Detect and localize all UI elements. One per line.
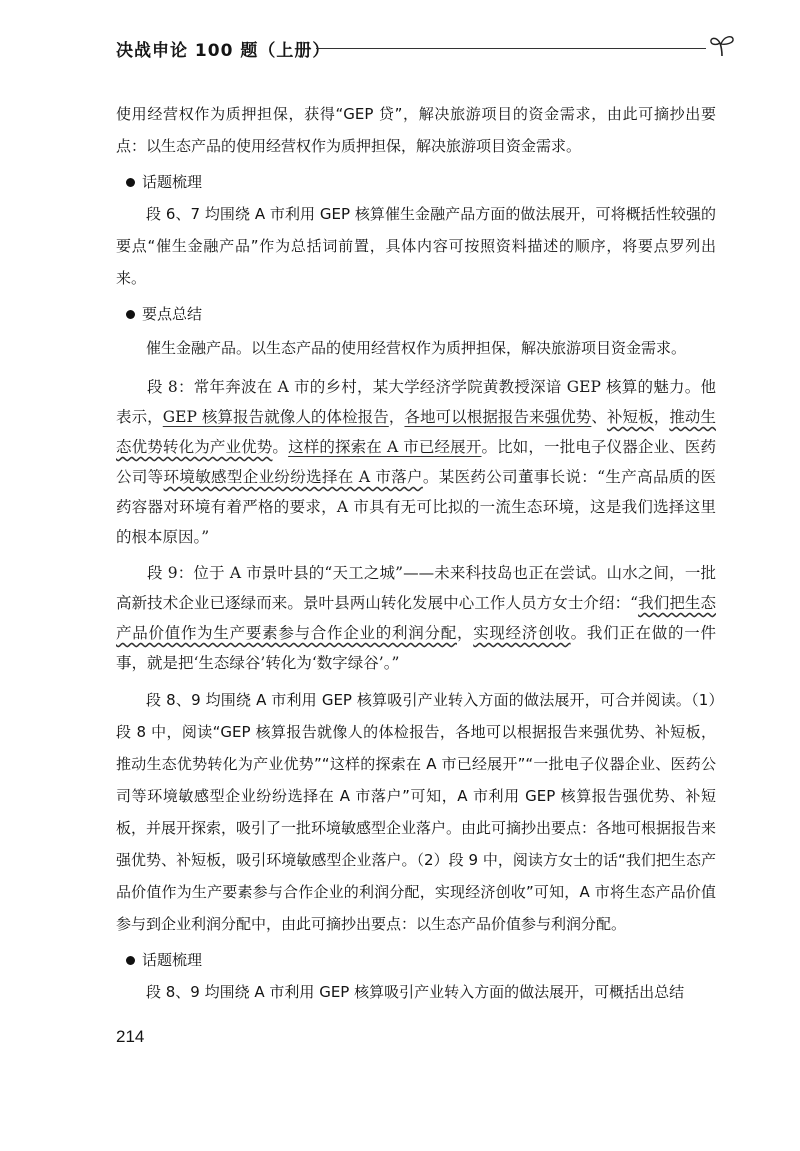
running-header <box>116 36 736 66</box>
section-heading-label: 话题梳理 <box>142 173 203 191</box>
quoted-material <box>116 372 716 678</box>
book-title: 决战申论 100 题（上册） <box>116 41 331 61</box>
page-number: 214 <box>116 1027 145 1046</box>
paragraph: 使用经营权作为质押担保，获得“GEP 贷”，解决旅游项目的资金需求，由此可摘抄出要点：以生态产品的使用经营权作为质押担保，解决旅游项目资金需求。 <box>116 105 716 155</box>
material-paragraph-8: 段 8：常年奔波在 A 市的乡村，某大学经济学院黄教授深谙 GEP 核算的魅力。他表示，GEP 核算报告就像人的体检报告，各地可以根据报告来强优势、补短板，推动生态优势转化为产业优势。这样的探索在 A 市已经展开。比如，一批电子仪器企业、医药公司等环境敏感型企业纷纷选择在 A 市落户。某医药公司董事长说：“生产高品质的医药容器对环境有着严格的要求，A 市具有无可比拟的一流生态环境，这是我们选择这里的根本原因。” <box>116 378 716 546</box>
section-heading-label: 要点总结 <box>142 305 203 323</box>
paragraph: 催生金融产品。以生态产品的使用经营权作为质押担保，解决旅游项目资金需求。 <box>146 339 687 357</box>
section-heading <box>116 944 716 976</box>
paragraph: 段 8、9 均围绕 A 市利用 GEP 核算吸引产业转入方面的做法展开，可合并阅读。（1）段 8 中，阅读“GEP 核算报告就像人的体检报告，各地可以根据报告来强优势、补短板，推动生态优势转化为产业优势”“这样的探索在 A 市已经展开”“一批电子仪器企业、医药公司等环境敏感型企业纷纷选择在 A 市落户”可知，A 市利用 GEP 核算报告强优势、补短板，并展开探索，吸引了一批环境敏感型企业落户。由此可摘抄出要点：各地可根据报告来强优势、补短板，吸引环境敏感型企业落户。（2）段 9 中，阅读方女士的话“我们把生态产品价值作为生产要素参与合作企业的利润分配，实现经济创收”可知，A 市将生态产品价值参与到企业利润分配中，由此可摘抄出要点：以生态产品价值参与利润分配。 <box>116 691 717 933</box>
section-heading <box>116 298 716 330</box>
material-paragraph-9: 段 9：位于 A 市景叶县的“天工之城”——未来科技岛也正在尝试。山水之间，一批高新技术企业已逐绿而来。景叶县两山转化发展中心工作人员方女士介绍：“我们把生态产品价值作为生产要素参与合作企业的利润分配，实现经济创收。我们正在做的一件事，就是把‘生态绿谷’转化为‘数字绿谷’。” <box>116 564 716 672</box>
section-heading-label: 话题梳理 <box>142 951 203 969</box>
paragraph: 段 8、9 均围绕 A 市利用 GEP 核算吸引产业转入方面的做法展开，可概括出总结 <box>146 983 685 1001</box>
bullet-dot-icon <box>126 956 135 965</box>
section-heading <box>116 166 716 198</box>
bullet-dot-icon <box>126 178 135 187</box>
page-body <box>116 98 716 1008</box>
bullet-dot-icon <box>126 310 135 319</box>
header-rule <box>316 48 706 49</box>
sprout-icon <box>708 32 736 58</box>
paragraph: 段 6、7 均围绕 A 市利用 GEP 核算催生金融产品方面的做法展开，可将概括性较强的要点“催生金融产品”作为总括词前置，具体内容可按照资料描述的顺序，将要点罗列出来。 <box>116 205 716 287</box>
